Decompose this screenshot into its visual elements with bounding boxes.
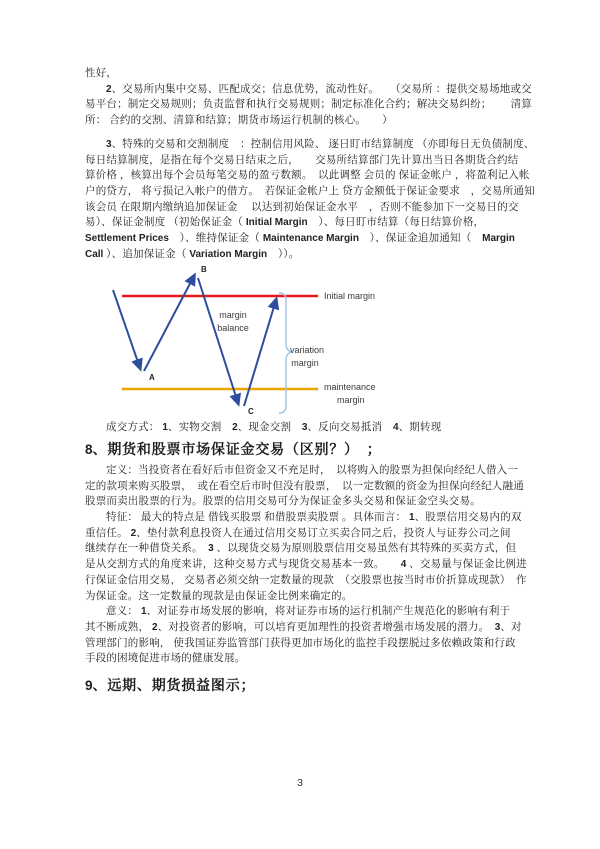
text-run: ））。 — [267, 248, 300, 260]
text-run: 、以现货交易为原则股票信用交易虽然有其特殊的买卖方式，但 — [213, 543, 517, 555]
text-line — [85, 651, 530, 667]
margin-diagram-svg — [105, 262, 405, 420]
text-run: 易平台；制定交易规则；负责监督和执行交易规则；制定标准化合约；解决交易纠纷； 清算 — [85, 99, 532, 111]
text-run: 重信任。 — [85, 527, 131, 539]
text-run: 、对证券市场发展的影响，将对证券市场的运行机制产生规范化的影响有利于 — [146, 606, 511, 618]
text-run: 、股票信用交易内的双 — [414, 512, 522, 524]
text-line — [85, 440, 530, 460]
emphasized-term: 2 — [130, 527, 137, 539]
text-run: 该会员 在限期内缴纳追加保证金 以达到初始保证金水平 ，否则不能参加下一交易日的交 — [85, 201, 519, 213]
text-run: 为保证金。这一定数量的现款是由保证金比例来确定的。 — [85, 590, 353, 602]
text-run: ）、保证金追加通知（ — [358, 233, 483, 245]
text-run: 、特殊的交易和交割制度 ：控制信用风险、 逐日盯市结算制度 （亦即每日无负债制度、 — [111, 139, 535, 150]
text-run: 、交易量与保证金比例进 — [406, 559, 527, 571]
text-run: 、对投资者的影响，可以培育更加理性的投资者增强市场发展的潜力。 — [157, 621, 495, 633]
emphasized-term: Initial Margin — [245, 217, 308, 229]
emphasized-term: 3 — [494, 621, 501, 633]
price-segment-up-to-b — [144, 276, 194, 371]
text-run: 是从交割方式的角度来讲，这种交易方式与现货交易基本一致。 — [85, 559, 401, 571]
emphasized-term: Settlement Prices — [85, 233, 169, 245]
emphasized-term: 4 — [393, 422, 399, 433]
text-run: 每日结算制度，是指在每个交易日结束之后， 交易所结算部门先计算出当日各期货合约结 — [85, 154, 519, 166]
text-run: 手段的困境促进市场的健康发展。 — [85, 653, 246, 665]
emphasized-term: Maintenance Margin — [262, 233, 359, 245]
emphasized-term: 8 — [85, 442, 93, 457]
text-line — [85, 66, 530, 82]
text-run: 性好， — [85, 68, 118, 79]
emphasized-term: 3 — [208, 543, 214, 555]
text-run: 、期货和股票市场保证金交易（区别？） ； — [92, 443, 382, 458]
text-line — [85, 463, 530, 479]
emphasized-term: 9 — [85, 678, 93, 693]
text-line — [85, 82, 530, 98]
text-line — [85, 494, 530, 510]
text-run: 成交方式： — [106, 422, 163, 433]
emphasized-term: Call — [85, 248, 104, 260]
emphasized-term: 1 — [409, 512, 415, 524]
variation-margin-label-line2: margin — [291, 358, 319, 368]
text-run: 、交易所内集中交易、匹配成交；信息优势，流动性好。 （交易所 ：提供交易场地或交 — [111, 83, 532, 95]
text-run: 易）、保证金制度 （初始保证金（ — [85, 217, 246, 229]
heading-8-margin-trading — [85, 440, 530, 460]
point-b-label: B — [201, 265, 207, 274]
text-run: 意义： — [106, 606, 141, 618]
maintenance-margin-label-line1: maintenance — [324, 382, 376, 392]
text-run: 算价格 ，核算出每个会员每笔交易的盈亏数额。 以此调整 会员的 保证金帐户 ，将盈利记入帐 — [85, 170, 530, 182]
text-line — [85, 589, 530, 605]
text-line — [85, 620, 530, 636]
text-run: ）、每日盯市结算（每日结算价格， — [307, 217, 485, 229]
text-run: 行保证金信用交易， 交易者必须交纳一定数量的现款 （交股票也按当时市价折算成现款） 作 — [85, 574, 527, 586]
text-run: 继续存在一种借贷关系。 — [85, 543, 209, 555]
text-line — [85, 479, 530, 495]
point-a-label: A — [149, 373, 155, 382]
text-line — [85, 676, 530, 696]
text-run: 特征： 最大的特点是 借钱买股票 和借股票卖股票 。具体而言： — [106, 512, 410, 524]
text-line — [85, 510, 530, 526]
text-line — [85, 215, 530, 231]
text-line — [85, 97, 530, 113]
margin-diagram — [105, 262, 405, 420]
text-run: 管理部门的影响， 使我国证券监管部门获得更加市场化的监控手段摆脱过多依赖政策和行政 — [85, 637, 516, 649]
maintenance-margin-label-line2: margin — [337, 395, 365, 405]
price-segment-down-to-a — [113, 290, 140, 368]
text-run: 、现金交割 — [237, 422, 302, 433]
text-run: 户的贷方， 将亏损记入帐户的借方。 若保证金帐户上 贷方金额低于保证金要求 ，交易所通知 — [85, 186, 535, 198]
initial-margin-label: Initial margin — [324, 291, 376, 301]
text-line — [85, 247, 530, 263]
text-run: ）、维持保证金（ — [168, 233, 263, 245]
text-run: 、期转现 — [398, 422, 442, 433]
text-line — [85, 168, 530, 184]
text-run: 定义：当投资者在看好后市但资金又不充足时， 以将购入的股票为担保向经纪人借入一 — [106, 465, 519, 476]
text-run: 、反向交易抵消 — [307, 422, 394, 433]
text-line — [85, 200, 530, 216]
text-line — [85, 604, 530, 620]
emphasized-term: 1 — [162, 422, 168, 433]
text-line — [85, 231, 530, 247]
point-c-label: C — [248, 407, 254, 416]
text-run: 、对 — [500, 621, 522, 633]
text-run: ）、追加保证金（ — [103, 248, 190, 260]
text-line — [85, 573, 530, 589]
text-run: 定的款项来购买股票， 或在看空后市时但没有股票， 以一定数额的资金为担保向经纪人融通 — [85, 480, 524, 492]
text-run: 所： 合约的交割、清算和结算；期货市场运行机制的核心。 ） — [85, 115, 393, 127]
text-run: 、实物交割 — [167, 422, 233, 433]
text-run: 、远期、期货损益图示； — [92, 679, 256, 694]
text-line — [85, 541, 530, 557]
text-line — [85, 137, 535, 153]
text-line — [85, 557, 530, 573]
heading-9-payoff-diagrams — [85, 676, 530, 696]
text-line — [85, 153, 530, 169]
text-line — [85, 526, 530, 542]
emphasized-term: 3 — [106, 139, 112, 150]
daily-settlement-paragraph — [85, 137, 535, 263]
emphasized-term: 4 — [400, 559, 407, 571]
emphasized-term: Margin — [482, 233, 515, 245]
emphasized-term: 1 — [140, 606, 147, 618]
emphasized-term: 2 — [152, 621, 158, 633]
settlement-methods-line — [85, 420, 530, 436]
emphasized-term: 3 — [301, 422, 308, 433]
margin-balance-label-line1: margin — [219, 310, 247, 320]
text-run: 股票而卖出股票的行为。股票的信用交易可分为保证金多头交易和保证金空头交易。 — [85, 496, 481, 508]
emphasized-term: 2 — [232, 422, 238, 433]
variation-margin-label-line1: variation — [289, 345, 325, 355]
intro-paragraph — [85, 66, 530, 129]
text-line — [85, 184, 535, 200]
text-line — [85, 420, 530, 436]
page-number: 3 — [297, 777, 303, 789]
text-run: 其不断成熟， — [85, 621, 153, 633]
margin-balance-label-line2: balance — [217, 323, 249, 333]
text-run: 、垫付款利息投资人在通过信用交易订立买卖合同之后，投资人与证券公司之间 — [136, 527, 511, 539]
margin-trading-paragraphs — [85, 463, 530, 667]
emphasized-term: 2 — [106, 83, 112, 95]
text-line — [85, 636, 530, 652]
emphasized-term: Variation Margin — [189, 248, 268, 260]
text-line — [85, 113, 530, 129]
